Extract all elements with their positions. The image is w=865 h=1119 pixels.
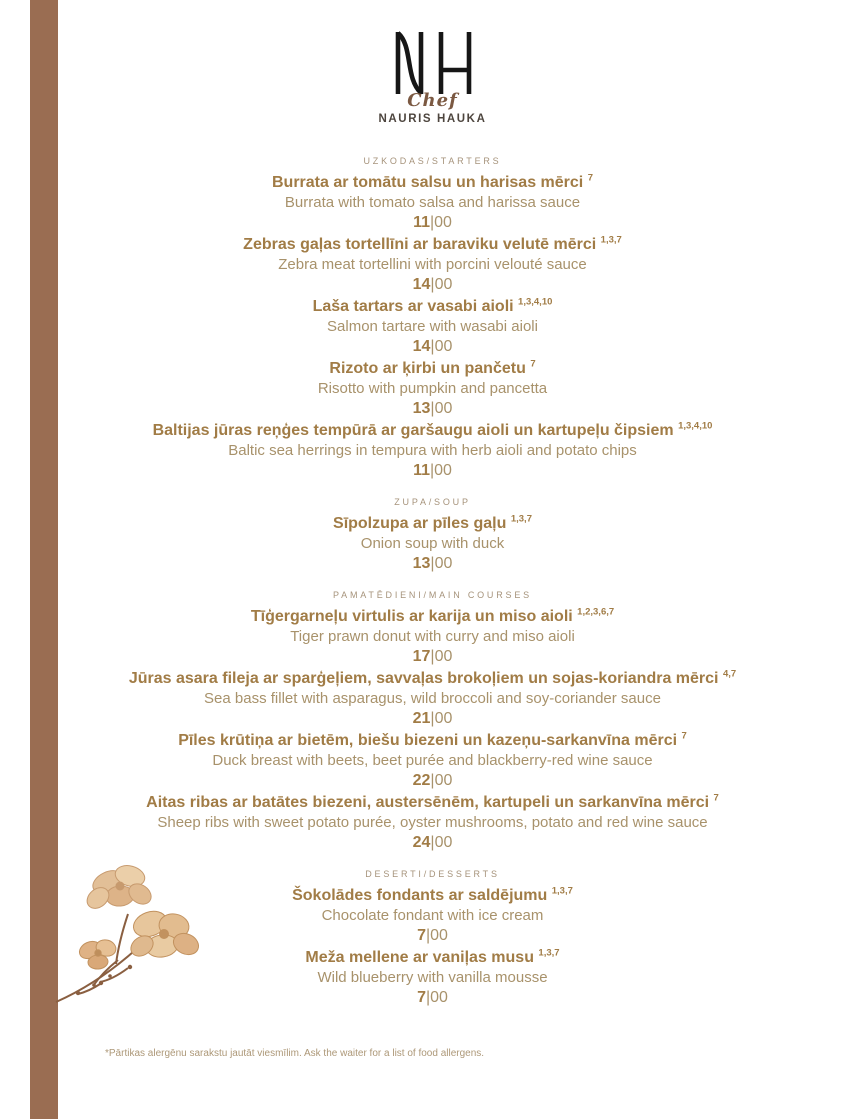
- price-separator: |: [425, 927, 431, 944]
- price-cents: 00: [434, 555, 453, 572]
- allergen-refs: 7: [587, 172, 593, 184]
- item-name: Meža mellene ar vaniļas musu $^{1,3,7}$: [305, 947, 560, 966]
- price-whole: 14: [412, 276, 431, 293]
- price-cents: 00: [434, 400, 453, 417]
- item-price: [0, 833, 865, 853]
- item-description: Baltic sea herrings in tempura with herb aioli and potato chips: [228, 442, 637, 459]
- item-name: Pīles krūtiņa ar bietēm, biešu biezeni un kazeņu-sarkanvīna mērci $^7$: [178, 730, 687, 749]
- price-whole: 7: [417, 989, 426, 1006]
- item-price: [0, 461, 865, 481]
- price-cents: 00: [434, 338, 453, 355]
- price-separator: |: [430, 772, 435, 789]
- item-name: Burrata ar tomātu salsu un harisas mērci $^7$: [272, 172, 593, 191]
- item-description: Wild blueberry with vanilla mousse: [317, 969, 548, 986]
- price-separator: |: [429, 462, 435, 479]
- price-separator: |: [430, 338, 435, 355]
- menu-section: [0, 497, 865, 574]
- item-name: Jūras asara fileja ar sparģeļiem, savvaļas brokoļiem un sojas-koriandra mērci $^{4,7}$: [128, 668, 737, 687]
- price-whole: 24: [412, 834, 431, 851]
- menu-item: [0, 731, 865, 791]
- item-price: [0, 399, 865, 419]
- menu-item: [0, 514, 865, 574]
- item-price: [0, 554, 865, 574]
- allergen-refs: 7: [530, 358, 536, 370]
- allergen-refs: 7: [681, 730, 687, 742]
- price-separator: |: [430, 276, 435, 293]
- item-description: Zebra meat tortellini with porcini velouté sauce: [278, 256, 587, 273]
- item-price: [0, 709, 865, 729]
- price-cents: 00: [434, 710, 453, 727]
- menu-item: [0, 607, 865, 667]
- menu-item: [0, 297, 865, 357]
- item-description: Sheep ribs with sweet potato purée, oyster mushrooms, potato and red wine sauce: [157, 814, 708, 831]
- price-cents: 00: [434, 772, 453, 789]
- allergen-refs: 1,3,7: [510, 513, 532, 525]
- allergen-refs: 1,3,4,10: [678, 420, 713, 432]
- item-name: Zebras gaļas tortellīni ar baraviku velutē mērci $^{1,3,7}$: [243, 234, 622, 253]
- price-separator: |: [430, 710, 435, 727]
- price-separator: |: [429, 214, 435, 231]
- allergen-refs: 1,3,4,10: [518, 296, 553, 308]
- item-name: Rizoto ar ķirbi un pančetu $^7$: [329, 358, 536, 377]
- price-whole: 13: [412, 400, 431, 417]
- menu-item: [0, 173, 865, 233]
- brand-header: [0, 30, 865, 126]
- item-price: [0, 647, 865, 667]
- item-name: Tīģergarneļu virtulis ar karija un miso aioli $^{1,2,3,6,7}$: [250, 606, 615, 625]
- item-description: Onion soup with duck: [360, 535, 505, 552]
- price-cents: 00: [434, 276, 453, 293]
- price-whole: 11: [413, 214, 430, 231]
- price-whole: 22: [412, 772, 431, 789]
- item-price: [0, 337, 865, 357]
- chef-script-text: Chef: [407, 90, 458, 111]
- item-description: Risotto with pumpkin and pancetta: [317, 380, 548, 397]
- allergen-refs: 1,2,3,6,7: [577, 606, 615, 618]
- allergen-refs: 7: [713, 792, 719, 804]
- price-cents: 00: [430, 927, 448, 944]
- section-title: ZUPA/SOUP: [394, 497, 471, 507]
- item-price: [0, 275, 865, 295]
- menu-section: [0, 156, 865, 481]
- item-price: [0, 771, 865, 791]
- price-whole: 7: [417, 927, 426, 944]
- allergen-refs: 1,3,7: [551, 885, 573, 897]
- menu-item: [0, 669, 865, 729]
- menu-section: [0, 590, 865, 853]
- price-separator: |: [430, 834, 435, 851]
- menu-item: [0, 793, 865, 853]
- price-cents: 00: [434, 214, 452, 231]
- section-title: PAMATĒDIENI/MAIN COURSES: [333, 590, 532, 600]
- chef-name: NAURIS HAUKA: [378, 113, 487, 125]
- item-name: Aitas ribas ar batātes biezeni, austersēnēm, kartupeli un sarkanvīna mērci $^7$: [146, 792, 719, 811]
- section-title: DESERTI/DESSERTS: [365, 869, 500, 879]
- price-cents: 00: [434, 648, 453, 665]
- price-whole: 13: [412, 555, 431, 572]
- menu-item: [0, 235, 865, 295]
- price-separator: |: [430, 400, 435, 417]
- price-separator: |: [425, 989, 431, 1006]
- item-description: Chocolate fondant with ice cream: [321, 907, 544, 924]
- price-cents: 00: [430, 989, 448, 1006]
- nh-monogram-logo: [383, 30, 483, 96]
- allergen-refs: 1,3,7: [538, 947, 560, 959]
- item-name: Šokolādes fondants ar saldējumu $^{1,3,7}$: [292, 885, 573, 904]
- section-title: UZKODAS/STARTERS: [363, 156, 502, 166]
- price-cents: 00: [434, 834, 453, 851]
- allergen-note: *Pārtikas alergēnu sarakstu jautāt viesmīlim. Ask the waiter for a list of food allergens.: [105, 1048, 485, 1059]
- price-cents: 00: [434, 462, 452, 479]
- price-whole: 21: [412, 710, 431, 727]
- item-price: [0, 213, 865, 233]
- item-description: Sea bass fillet with asparagus, wild broccoli and soy-coriander sauce: [204, 690, 661, 707]
- price-separator: |: [430, 555, 435, 572]
- item-name: Laša tartars ar vasabi aioli $^{1,3,4,10}$: [312, 296, 553, 315]
- menu-item: [0, 359, 865, 419]
- item-description: Salmon tartare with wasabi aioli: [327, 318, 538, 335]
- price-whole: 11: [413, 462, 430, 479]
- allergen-refs: 1,3,7: [600, 234, 622, 246]
- item-description: Tiger prawn donut with curry and miso aioli: [290, 628, 575, 645]
- item-description: Burrata with tomato salsa and harissa sauce: [284, 194, 581, 211]
- dried-flower-decoration: [38, 852, 223, 1012]
- item-name: Sīpolzupa ar pīles gaļu $^{1,3,7}$: [333, 513, 532, 532]
- menu-item: [0, 421, 865, 481]
- allergen-refs: 4,7: [722, 668, 737, 680]
- price-separator: |: [430, 648, 435, 665]
- item-description: Duck breast with beets, beet purée and blackberry-red wine sauce: [212, 752, 653, 769]
- item-name: Baltijas jūras reņģes tempūrā ar garšaugu aioli un kartupeļu čipsiem $^{1,3,4,10}$: [152, 420, 713, 439]
- price-whole: 14: [412, 338, 431, 355]
- price-whole: 17: [412, 648, 431, 665]
